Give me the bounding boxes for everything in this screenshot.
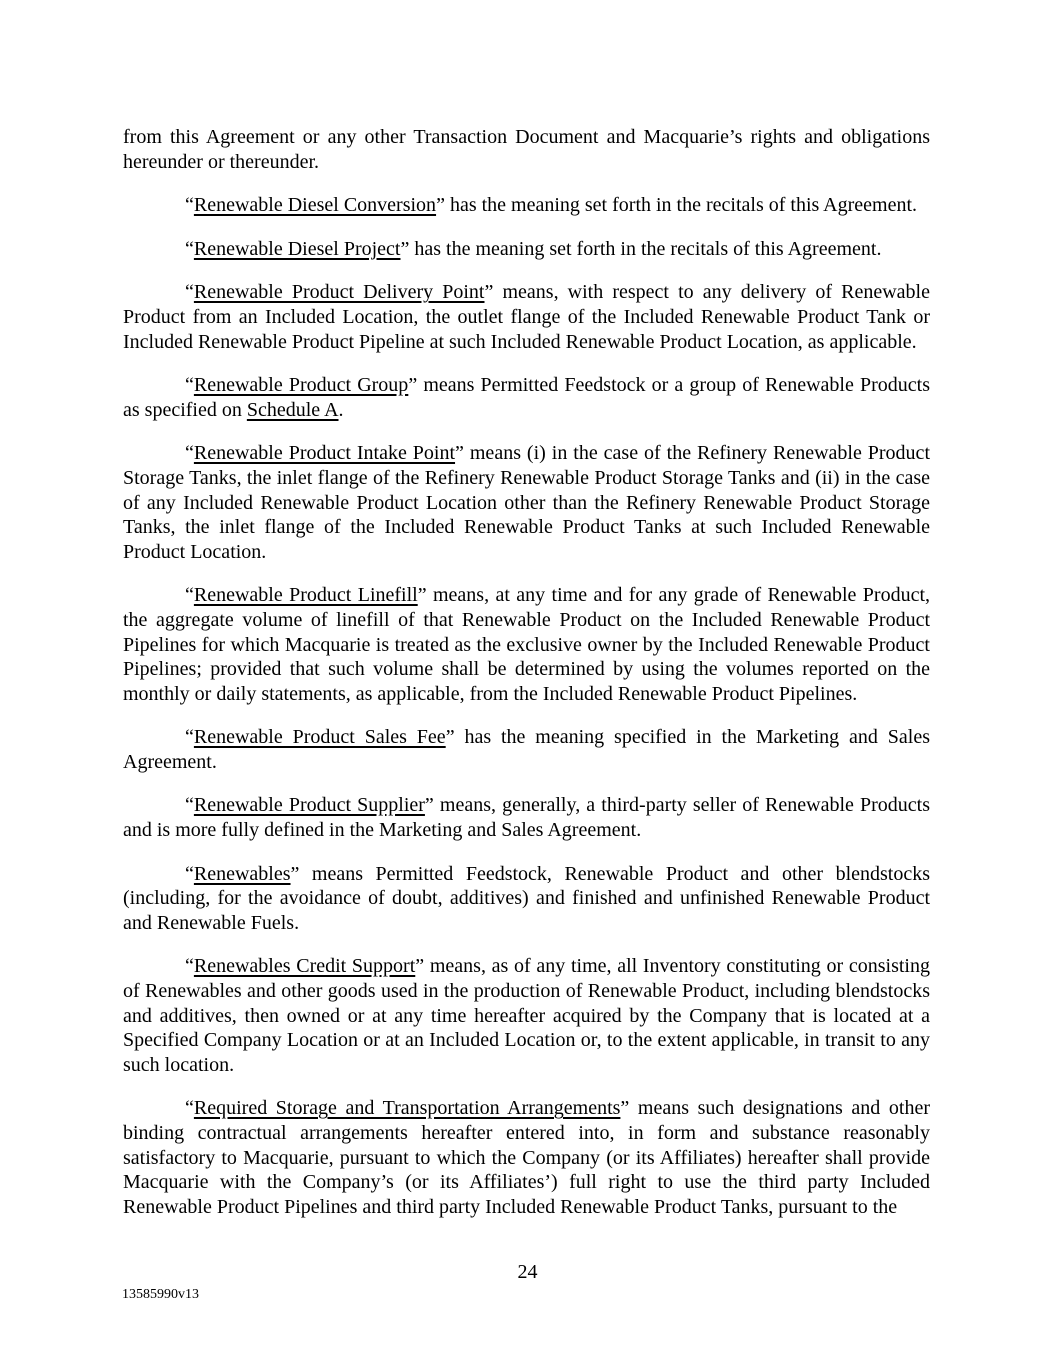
text-segment: ” has the meaning set forth in the recitals of this Agreement.: [436, 194, 918, 217]
paragraph: [123, 583, 930, 706]
defined-term: Required Storage and Transportation Arrangements: [193, 1097, 621, 1120]
page-number: 24: [517, 1261, 538, 1283]
text-segment: from this Agreement or any other Transaction Document and Macquarie’s rights and obligations hereunder or thereunder.: [123, 126, 930, 173]
text-segment: ” means (i) in the case of the Refinery Renewable Product Storage Tanks, the inlet flange of the Refinery Renewable Product Storage Tanks and (ii) in the case of any Included Renewable Product Location other than the Refinery Renewable Product Storage Tanks, the inlet flange of the Included Renewable Product Tanks at such Included Renewable Product Location.: [123, 442, 930, 563]
paragraph: [123, 441, 930, 564]
text-segment: “: [185, 442, 194, 465]
text-segment: ” means Permitted Feedstock or a group of Renewable Products as specified on: [123, 374, 930, 421]
defined-term: Renewable Product Sales Fee: [193, 726, 446, 749]
paragraph: [123, 280, 930, 354]
defined-term: Renewables: [193, 862, 291, 885]
paragraph: [123, 193, 930, 218]
document-body: [123, 125, 930, 1219]
text-segment: ” means Permitted Feedstock, Renewable Product and other blendstocks (including, for the avoidance of doubt, additives) and finished and unfinished Renewable Product and Renewable Fuels.: [123, 862, 930, 934]
defined-term: Renewable Diesel Conversion: [193, 194, 437, 217]
defined-term: Schedule A: [246, 398, 339, 421]
text-segment: ” has the meaning set forth in the recitals of this Agreement.: [400, 237, 882, 260]
text-segment: ” means, as of any time, all Inventory constituting or consisting of Renewables and other goods used in the production of Renewable Product, including blendstocks and additives, then owned or at any time hereafter acquired by the Company that is located at a Specified Company Location or at an Included Location or, to the extent applicable, in transit to any such location.: [123, 955, 930, 1076]
defined-term: Renewable Product Supplier: [193, 794, 425, 817]
text-segment: “: [185, 862, 194, 885]
text-segment: ” means, at any time and for any grade of Renewable Product, the aggregate volume of linefill of that Renewable Product on the Included Renewable Product Pipelines for which Macquarie is treated as the exclusive owner by the Included Renewable Product Pipelines; provided that such volume shall be determined by using the volumes reported on the monthly or daily statements, as applicable, from the Included Renewable Product Pipelines.: [123, 584, 931, 705]
paragraph: [123, 1096, 930, 1219]
defined-term: Renewable Product Linefill: [193, 584, 418, 607]
text-segment: “: [185, 1097, 194, 1120]
text-segment: ” has the meaning specified in the Marketing and Sales Agreement.: [123, 726, 930, 773]
paragraph: [123, 725, 930, 774]
defined-term: Renewable Product Intake Point: [193, 442, 456, 465]
paragraph: [123, 793, 930, 842]
paragraph: [123, 373, 930, 422]
text-segment: ” means, generally, a third-party seller of Renewable Products and is more fully defined in the Marketing and Sales Agreement.: [123, 794, 930, 842]
text-segment: “: [185, 237, 194, 260]
paragraph: [123, 237, 930, 262]
defined-term: Renewable Diesel Project: [193, 237, 401, 260]
defined-term: Renewable Product Delivery Point: [193, 281, 485, 304]
document-id: 13585990v13: [122, 1287, 199, 1302]
text-segment: “: [185, 584, 194, 607]
defined-term: Renewable Product Group: [193, 374, 409, 397]
text-segment: ” means, with respect to any delivery of Renewable Product from an Included Location, the outlet flange of the Included Renewable Product Tank or Included Renewable Product Pipeline at such Included Renewable Product Location, as applicable.: [123, 281, 930, 353]
text-segment: ” means such designations and other binding contractual arrangements hereafter entered into, in form and substance reasonably satisfactory to Macquarie, pursuant to which the Company (or its Affiliates) hereafter shall provide Macquarie with the Company’s (or its Affiliates’) full right to use the third party Included Renewable Product Pipelines and third party Included Renewable Product Tanks, pursuant to the: [123, 1097, 930, 1218]
text-segment: “: [185, 194, 194, 217]
text-segment: “: [185, 955, 194, 978]
paragraph: [123, 862, 930, 936]
text-segment: “: [185, 794, 194, 817]
text-segment: “: [185, 281, 194, 304]
text-segment: .: [338, 398, 344, 421]
paragraph: [123, 954, 930, 1077]
text-segment: “: [185, 374, 194, 397]
paragraph: [123, 125, 930, 174]
text-segment: “: [185, 726, 194, 749]
defined-term: Renewables Credit Support: [193, 955, 416, 978]
